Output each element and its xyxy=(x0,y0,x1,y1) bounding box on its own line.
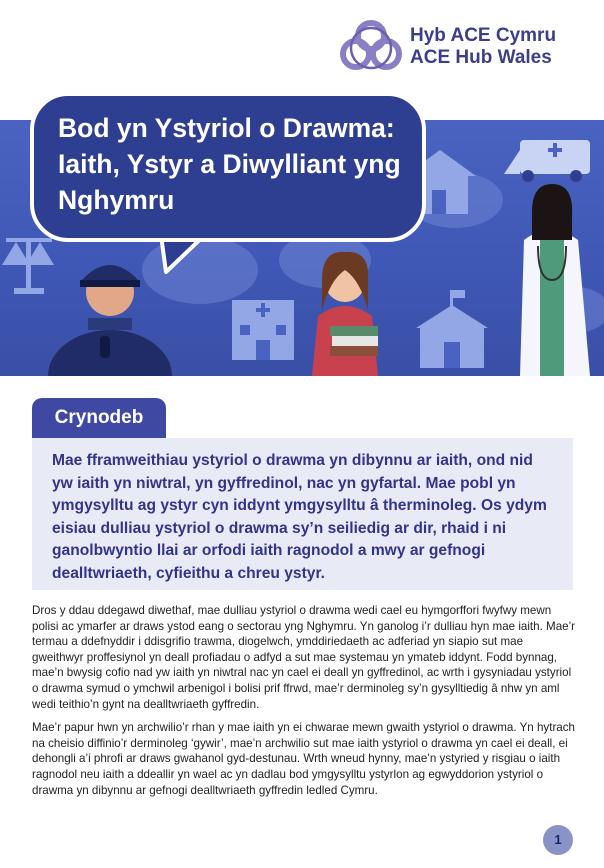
logo-line-welsh: Hyb ACE Cymru xyxy=(410,25,557,46)
body-paragraph-1: Dros y ddau ddegawd diwethaf, mae dulliau ystyriol o drawma wedi cael eu hymgorffori fwyfwy mewn polisi ac ymarfer ar draws ystod eang o sectorau yng Nghymru. Yn ganolog i’r dulliau hyn mae iaith. Mae’r termau a ddefnyddir i ddisgrifio trawma, diogelwch, ymddiriedaeth ac adferiad yn siapio sut mae gweithwyr proffesiynol yn deall profiadau o adfyd a sut mae systemau yn ymateb iddynt. Fodd bynnag, mae’n bwysig cofio nad yw iaith yn niwtral nac yn cael ei deall yn gyffredinol, ac wrth i gysyniadau ystyriol o drawma symud o ymchwil arbenigol i bolisi prif ffrwd, mae’r derminoleg sy’n gysylltiedig â nhw yn aml wedi teithio’n gynt na dealltwriaeth gyffredin. xyxy=(32,604,576,711)
title-speech-bubble xyxy=(30,92,426,242)
hospital-icon xyxy=(232,300,294,360)
page-number: 1 xyxy=(543,825,573,855)
school-icon xyxy=(416,290,488,368)
body-text xyxy=(32,603,577,806)
ace-hub-logo xyxy=(338,18,556,76)
scales-icon xyxy=(2,238,54,294)
page-title: Bod yn Ystyriol o Drawma: Iaith, Ystyr a Diwylliant yng Nghymru xyxy=(58,113,401,215)
logo-line-english: ACE Hub Wales xyxy=(410,47,552,68)
body-paragraph-2: Mae’r papur hwn yn archwilio’r rhan y mae iaith yn ei chwarae mewn gwaith ystyriol o drawma. Yn hytrach na cheisio diffinio’r derminoleg ‘gywir’, mae’n archwilio sut mae iaith ystyriol o drawma yn cael ei deall, ei dehongli a’i phrofi ar draws gwahanol gyd-destunau. Wrth wneud hynny, mae’n ystyried y risgiau o iaith ragnodol neu iaith a ddeallir yn wael ac yn dadlau bod ymgysylltu ystyrlon ag egwyddorion ystyriol o drawma yn dibynnu ar gefnogi dealltwriaeth gyffredin ledled Cymru. xyxy=(32,721,575,797)
summary-heading: Crynodeb xyxy=(32,398,166,438)
ambulance-icon xyxy=(504,140,590,182)
doctor xyxy=(520,184,590,376)
summary-box xyxy=(32,438,573,590)
summary-text: Mae fframweithiau ystyriol o drawma yn dibynnu ar iaith, ond nid yw iaith yn niwtral, yn gyffredinol, nac yn gyfartal. Mae pobl yn ymgysylltu ag ystyr cyn iddynt ymgysylltu â therminoleg. Os ydym eisiau dulliau ystyriol o drawma sy’n seiliedig ar dir, rhaid i ni ganolbwyntio llai ar orfodi iaith ragnodol a mwy ar gefnogi dealltwriaeth, cyfieithu a chreu ystyr. xyxy=(52,452,547,582)
knot-logo-icon xyxy=(338,18,404,76)
